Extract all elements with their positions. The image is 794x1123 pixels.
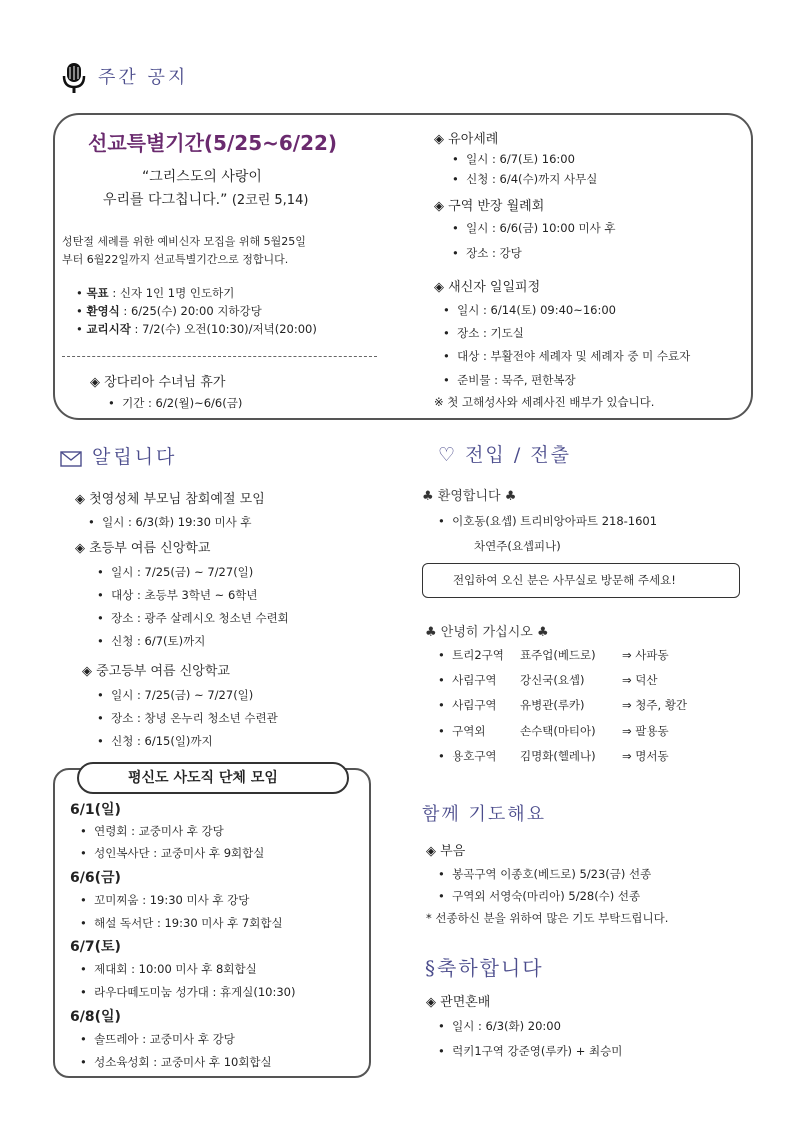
- farewell-title: ♣ 안녕히 가십시오 ♣: [425, 625, 549, 640]
- mission-item-welcome: • 환영식 : 6/25(수) 20:00 지하강당: [76, 304, 262, 318]
- welcome-title: ♣ 환영합니다 ♣: [422, 489, 517, 504]
- laity-date: 6/7(토): [70, 939, 121, 955]
- laity-item: • 제대회 : 10:00 미사 후 8회합실: [80, 962, 257, 976]
- farewell-dest: ⇒ 사파동: [622, 648, 669, 662]
- laity-item: • 연령회 : 교중미사 후 강당: [80, 824, 224, 838]
- farewell-name: 표주업(베드로): [520, 648, 596, 662]
- laity-item: • 성소육성회 : 교중미사 후 10회합실: [80, 1055, 272, 1069]
- zone-meeting-title: ◈ 구역 반장 월례회: [434, 199, 545, 214]
- farewell-name: 김명화(헬레나): [520, 749, 596, 763]
- laity-item: • 라우다떼도미눔 성가대 : 휴게실(10:30): [80, 985, 296, 999]
- laity-date: 6/1(일): [70, 802, 121, 818]
- notice-title: 알립니다: [92, 446, 178, 468]
- retreat-item: • 대상 : 부활전야 세례자 및 세례자 중 미 수료자: [443, 349, 691, 363]
- infant-item: • 신청 : 6/4(수)까지 사무실: [452, 172, 598, 186]
- congrats-title: §축하합니다: [425, 956, 544, 980]
- elementary-item: • 신청 : 6/7(토)까지: [97, 634, 206, 648]
- elementary-item: • 장소 : 광주 살레시오 청소년 수련회: [97, 611, 289, 625]
- quote-ref: (2코린 5,14): [231, 193, 309, 208]
- mission-desc-2: 부터 6월22일까지 선교특별기간으로 정합니다.: [62, 253, 289, 266]
- page-title: 주간 공지: [98, 67, 189, 88]
- quote-line-1: “그리스도의 사랑이: [142, 169, 262, 185]
- retreat-item: • 일시 : 6/14(토) 09:40~16:00: [443, 303, 616, 317]
- transfer-notice: 전입하여 오신 분은 사무실로 방문해 주세요!: [453, 573, 676, 587]
- laity-date: 6/8(일): [70, 1009, 121, 1025]
- vacation-item: • 기간 : 6/2(월)~6/6(금): [108, 396, 243, 410]
- laity-item: • 솔뜨레아 : 교중미사 후 강당: [80, 1032, 235, 1046]
- pray-subtitle: ◈ 부음: [426, 844, 466, 859]
- retreat-title: ◈ 새신자 일일피정: [434, 280, 541, 295]
- middle-high-item: • 일시 : 7/25(금) ~ 7/27(일): [97, 688, 254, 702]
- pray-title: 함께 기도해요: [422, 804, 547, 825]
- elementary-title: ◈ 초등부 여름 신앙학교: [75, 541, 211, 556]
- farewell-zone: • 트리2구역: [438, 648, 504, 662]
- infant-item: • 일시 : 6/7(토) 16:00: [452, 152, 575, 166]
- microphone-icon: [61, 62, 87, 94]
- farewell-name: 유병관(루카): [520, 698, 585, 712]
- pray-note: * 선종하신 분을 위하여 많은 기도 부탁드립니다.: [426, 911, 669, 925]
- first-communion-title: ◈ 첫영성체 부모님 참회예절 모임: [75, 492, 265, 507]
- welcome-line-1: • 이호동(요셉) 트리비앙아파트 218-1601: [438, 514, 658, 528]
- pray-item: • 구역외 서영숙(마리아) 5/28(수) 선종: [438, 889, 641, 903]
- mission-item-class: • 교리시작 : 7/2(수) 오전(10:30)/저녁(20:00): [76, 322, 317, 336]
- divider: [62, 356, 377, 357]
- vacation-title: ◈ 장다리아 수녀님 휴가: [90, 375, 226, 390]
- elementary-item: • 대상 : 초등부 3학년 ~ 6학년: [97, 588, 258, 602]
- laity-title: 평신도 사도직 단체 모임: [128, 770, 278, 786]
- first-communion-item: • 일시 : 6/3(화) 19:30 미사 후: [88, 515, 252, 529]
- envelope-icon: [60, 451, 82, 467]
- pray-item: • 봉곡구역 이종호(베드로) 5/23(금) 선종: [438, 867, 652, 881]
- transfer-title: ♡ 전입 / 전출: [438, 444, 571, 466]
- elementary-item: • 일시 : 7/25(금) ~ 7/27(일): [97, 565, 254, 579]
- mission-desc-1: 성탄절 세례를 위한 예비신자 모집을 위해 5월25일: [62, 235, 306, 248]
- mission-item-goal: • 목표 : 신자 1인 1명 인도하기: [76, 286, 235, 300]
- farewell-dest: ⇒ 팔용동: [622, 724, 669, 738]
- retreat-item: • 장소 : 기도실: [443, 326, 524, 340]
- retreat-note: ※ 첫 고해성사와 세례사진 배부가 있습니다.: [434, 395, 655, 409]
- zone-meeting-item: • 일시 : 6/6(금) 10:00 미사 후: [452, 221, 616, 235]
- zone-meeting-item: • 장소 : 강당: [452, 246, 522, 260]
- middle-high-title: ◈ 중고등부 여름 신앙학교: [82, 664, 230, 679]
- middle-high-item: • 신청 : 6/15(일)까지: [97, 734, 213, 748]
- farewell-dest: ⇒ 명서동: [622, 749, 669, 763]
- laity-date: 6/6(금): [70, 870, 121, 886]
- quote-main: 우리를 다그칩니다.”: [103, 192, 228, 208]
- middle-high-item: • 장소 : 창녕 온누리 청소년 수련관: [97, 711, 278, 725]
- farewell-name: 강신국(요셉): [520, 673, 585, 687]
- farewell-dest: ⇒ 청주, 황간: [622, 698, 688, 712]
- farewell-dest: ⇒ 덕산: [622, 673, 658, 687]
- congrats-subtitle: ◈ 관면혼배: [426, 995, 491, 1010]
- congrats-item: • 일시 : 6/3(화) 20:00: [438, 1019, 561, 1033]
- mission-period-box: [53, 113, 753, 420]
- laity-item: • 성인복사단 : 교중미사 후 9회합실: [80, 846, 265, 860]
- laity-item: • 꼬미찌움 : 19:30 미사 후 강당: [80, 893, 250, 907]
- infant-title: ◈ 유아세례: [434, 132, 499, 147]
- farewell-zone: • 사림구역: [438, 698, 497, 712]
- laity-item: • 해설 독서단 : 19:30 미사 후 7회합실: [80, 916, 283, 930]
- farewell-name: 손수택(마티아): [520, 724, 596, 738]
- retreat-item: • 준비물 : 묵주, 편한복장: [443, 373, 576, 387]
- quote-line-2: [103, 193, 308, 207]
- congrats-item: • 럭키1구역 강준영(루카) + 최승미: [438, 1044, 623, 1058]
- farewell-zone: • 용호구역: [438, 749, 497, 763]
- mission-title: 선교특별기간(5/25~6/22): [88, 131, 338, 155]
- welcome-line-2: 차연주(요셉피나): [474, 539, 561, 553]
- farewell-zone: • 사림구역: [438, 673, 497, 687]
- farewell-zone: • 구역외: [438, 724, 486, 738]
